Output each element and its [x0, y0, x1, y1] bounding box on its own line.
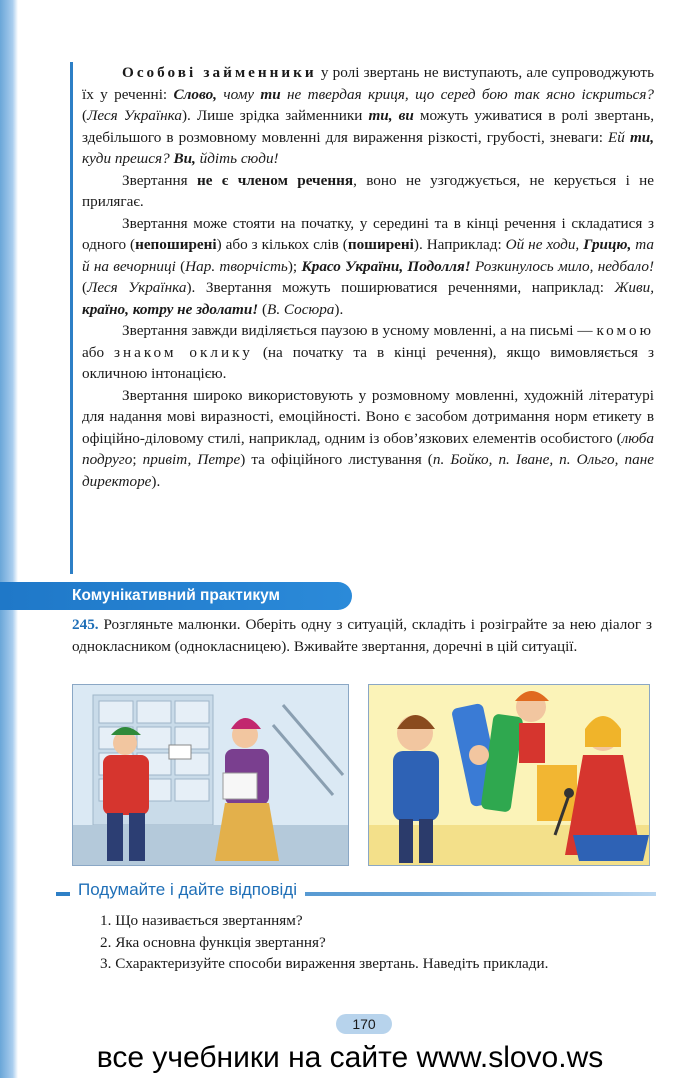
theory-paragraph-1: Особові займенники у ролі звертань не виступають, але супроводжують їх у реченні: Слово, чому ти не твердая криця, що серед бою так ясно іскриться? (Леся Українка). Лише зрідка займенники ти, ви можуть уживатися в ролі звертань, здебільшого в розмовному мовленні для вираження різкості, грубості, зневаги: Ей ти, куди прешся? Ви, йдіть сюди! [82, 64, 655, 167]
illustration-mailboxes-art [73, 685, 348, 865]
exercise-number: 245. [72, 616, 99, 633]
theory-paragraph-2: Звертання не є членом речення, воно не узгоджується, не керується і не прилягає. [82, 171, 654, 210]
theory-text [82, 62, 654, 492]
illustration-fairy-tale-art [369, 685, 649, 865]
theory-side-rule [70, 62, 73, 574]
think-header-title: Подумайте і дайте відповіді [70, 880, 305, 900]
exercise-245 [72, 614, 652, 657]
theory-paragraph-4: Звертання завжди виділяється паузою в усному мовленні, а на письмі — комою або знаком оклику (на початку та в кінці речення), якщо вимовляється з окличною інтонацією. [82, 322, 655, 382]
illustration-fairy-tale-characters [368, 684, 650, 866]
section-banner-practicum: Комунікативний практикум [0, 582, 352, 610]
theory-paragraph-5: Звертання широко використовують у розмовному мовленні, художній літературі для надання мові виразності, емоційності. Воно є засобом дотримання норм етикету в офіційно-діловому стилі, наприклад, одним із обов’язкових елементів особистого (люба подруго; привіт, Петре) та офіційного листування (п. Бойко, п. Іване, п. Ольго, пане директоре). [82, 386, 654, 490]
page-number-badge: 170 [336, 1014, 392, 1034]
left-margin-strip [0, 0, 18, 1078]
question-1: 1. Що називається звертанням? [100, 912, 303, 929]
review-questions [72, 910, 652, 975]
watermark-footer: все учебники на сайте www.slovo.ws [96, 1041, 604, 1074]
illustration-mailboxes [72, 684, 349, 866]
think-and-answer-header [56, 880, 656, 905]
exercise-text: Розгляньте малюнки. Оберіть одну з ситуацій, складіть і розіграйте за нею діалог з однокласником (однокласницею). Вживайте звертання, доречні в цій ситуації. [72, 616, 652, 655]
theory-paragraph-3: Звертання може стояти на початку, у середині та в кінці речення і складатися з одного (непоширені) або з кількох слів (поширені). Наприклад: Ой не ходи, Грицю, та й на вечорниці (Нар. творчість); Красо України, Подолля! Розкинулось мило, недбало! (Леся Українка). Звертання можуть поширюватися реченнями, наприклад: Живи, країно, котру не здолати! (В. Сосюра). [82, 214, 655, 318]
question-3: 3. Схарактеризуйте способи вираження звертань. Наведіть приклади. [100, 955, 549, 972]
question-2: 2. Яка основна функція звертання? [100, 933, 326, 951]
